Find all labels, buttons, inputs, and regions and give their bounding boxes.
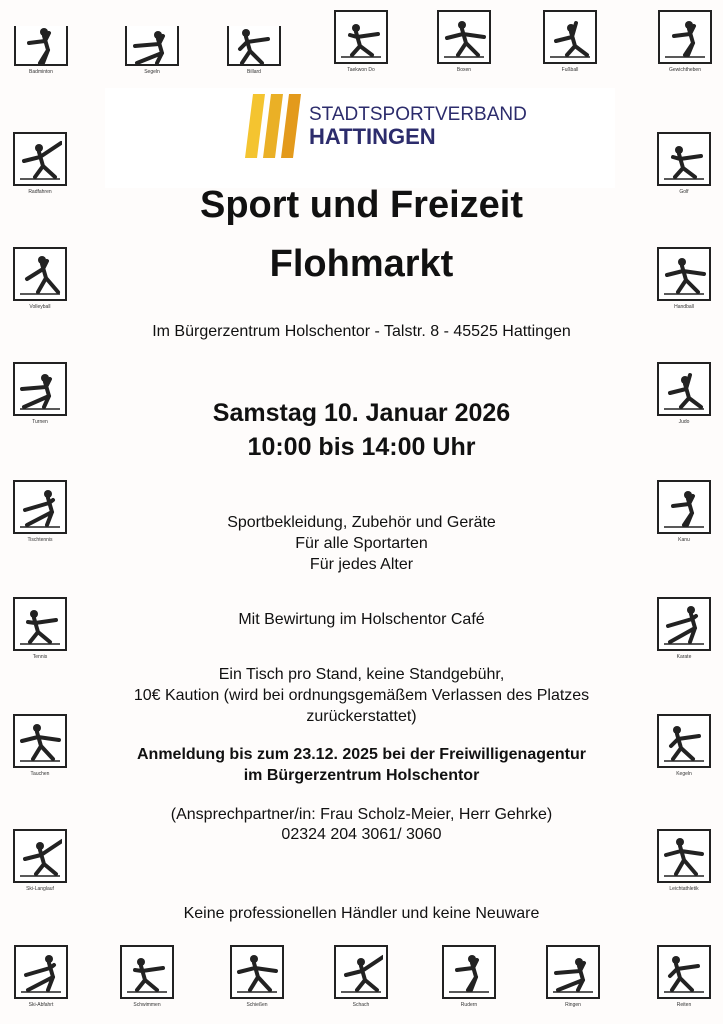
pictogram-label: Segeln [144, 69, 160, 75]
judo-icon [657, 362, 711, 416]
billard-icon [227, 26, 281, 66]
pictogram-segeln [123, 26, 181, 75]
pictogram-label: Boxen [456, 67, 472, 73]
pictogram-label: Tauchen [30, 771, 50, 777]
offer-line1: Sportbekleidung, Zubehör und Geräte [227, 514, 496, 531]
pictogram-boxen [435, 10, 493, 73]
schie-en-icon [230, 945, 284, 999]
pictogram-volleyball [11, 247, 69, 310]
pictogram-label: Schießen [246, 1002, 268, 1008]
pictogram-gewichtheben [656, 10, 714, 73]
rudern-icon [442, 945, 496, 999]
pictogram-kegeln [655, 714, 713, 777]
page-title-line1: Sport und Freizeit [200, 184, 523, 226]
logo-line2: HATTINGEN [309, 123, 436, 149]
pictogram-kanu [655, 480, 713, 543]
pictogram-label: Schwimmen [133, 1002, 161, 1008]
pictogram-label: Gewichtheben [669, 67, 701, 73]
pictogram-label: Billard [247, 69, 261, 75]
karate-icon [657, 597, 711, 651]
pictogram-radfahren [11, 132, 69, 195]
taekwon-do-icon [334, 10, 388, 64]
rules-line3: zurückerstattet) [306, 708, 417, 725]
pictogram-label: Handball [674, 304, 694, 310]
catering-text: Mit Bewirtung im Holschentor Café [238, 611, 485, 628]
pictogram-schach [332, 945, 390, 1008]
golf-icon [657, 132, 711, 186]
ringen-icon [546, 945, 600, 999]
pictogram-ringen [544, 945, 602, 1008]
pictogram-reiten [655, 945, 713, 1008]
offer-line2: Für alle Sportarten [295, 535, 428, 552]
footer-note: Keine professionellen Händler und keine Neuware [183, 905, 540, 922]
turnen-icon [13, 362, 67, 416]
logo-mark-icon [245, 94, 301, 158]
pictogram-label: Taekwon Do [347, 67, 375, 73]
registration-line2: im Bürgerzentrum Holschentor [243, 767, 480, 784]
pictogram-label: Golf [679, 189, 689, 195]
pictogram-ski-langlauf [11, 829, 69, 892]
pictogram-billard [225, 26, 283, 75]
pictogram-karate [655, 597, 713, 660]
pictogram-schwimmen [118, 945, 176, 1008]
pictogram-label: Leichtathletik [669, 886, 699, 892]
contact-line2: 02324 204 3061/ 3060 [281, 826, 442, 843]
ski-abfahrt-icon [14, 945, 68, 999]
pictogram-golf [655, 132, 713, 195]
pictogram-label: Ski-Abfahrt [28, 1002, 54, 1008]
pictogram-label: Reiten [676, 1002, 692, 1008]
reiten-icon [657, 945, 711, 999]
contact-line1: (Ansprechpartner/in: Frau Scholz-Meier, Herr Gehrke) [170, 806, 553, 823]
pictogram-turnen [11, 362, 69, 425]
logo-line1: STADTSPORTVERBAND [309, 103, 527, 125]
pictogram-ski-abfahrt [12, 945, 70, 1008]
volleyball-icon [13, 247, 67, 301]
pictogram-label: Ringen [565, 1002, 581, 1008]
pictogram-handball [655, 247, 713, 310]
pictogram-rudern [440, 945, 498, 1008]
pictogram-label: Tischtennis [27, 537, 53, 543]
pictogram-leichtathletik [655, 829, 713, 892]
pictogram-label: Volleyball [29, 304, 51, 310]
pictogram-label: Kanu [678, 537, 690, 543]
pictogram-schie-en [228, 945, 286, 1008]
kegeln-icon [657, 714, 711, 768]
leichtathletik-icon [657, 829, 711, 883]
pictogram-label: Ski-Langlauf [26, 886, 54, 892]
gewichtheben-icon [658, 10, 712, 64]
location-text: Im Bürgerzentrum Holschentor - Talstr. 8 - 45525 Hattingen [152, 323, 571, 340]
event-time: 10:00 bis 14:00 Uhr [247, 433, 476, 461]
schwimmen-icon [120, 945, 174, 999]
ski-langlauf-icon [13, 829, 67, 883]
pictogram-taekwon-do [332, 10, 390, 73]
pictogram-label: Kegeln [676, 771, 692, 777]
tauchen-icon [13, 714, 67, 768]
pictogram-label: Karate [676, 654, 692, 660]
registration-line1: Anmeldung bis zum 23.12. 2025 bei der Freiwilligenagentur [136, 746, 586, 763]
pictogram-label: Rudern [460, 1002, 478, 1008]
logo [245, 94, 527, 158]
radfahren-icon [13, 132, 67, 186]
pictogram-label: Turnen [32, 419, 48, 425]
pictogram-badminton [12, 26, 70, 75]
pictogram-tischtennis [11, 480, 69, 543]
pictogram-label: Schach [352, 1002, 370, 1008]
event-date: Samstag 10. Januar 2026 [212, 399, 511, 427]
kanu-icon [657, 480, 711, 534]
pictogram-fu-ball [541, 10, 599, 73]
schach-icon [334, 945, 388, 999]
page-title-line2: Flohmarkt [269, 243, 454, 285]
pictogram-judo [655, 362, 713, 425]
rules-line1: Ein Tisch pro Stand, keine Standgebühr, [218, 666, 505, 683]
pictogram-tennis [11, 597, 69, 660]
segeln-icon [125, 26, 179, 66]
pictogram-label: Badminton [29, 69, 53, 75]
boxen-icon [437, 10, 491, 64]
handball-icon [657, 247, 711, 301]
fu-ball-icon [543, 10, 597, 64]
badminton-icon [14, 26, 68, 66]
tennis-icon [13, 597, 67, 651]
pictogram-label: Radfahren [28, 189, 52, 195]
offer-line3: Für jedes Alter [309, 556, 414, 573]
rules-line2: 10€ Kaution (wird bei ordnungsgemäßem Verlassen des Platzes [133, 687, 590, 704]
pictogram-label: Fußball [561, 67, 579, 73]
pictogram-label: Judo [678, 419, 690, 425]
pictogram-tauchen [11, 714, 69, 777]
tischtennis-icon [13, 480, 67, 534]
pictogram-label: Tennis [32, 654, 48, 660]
